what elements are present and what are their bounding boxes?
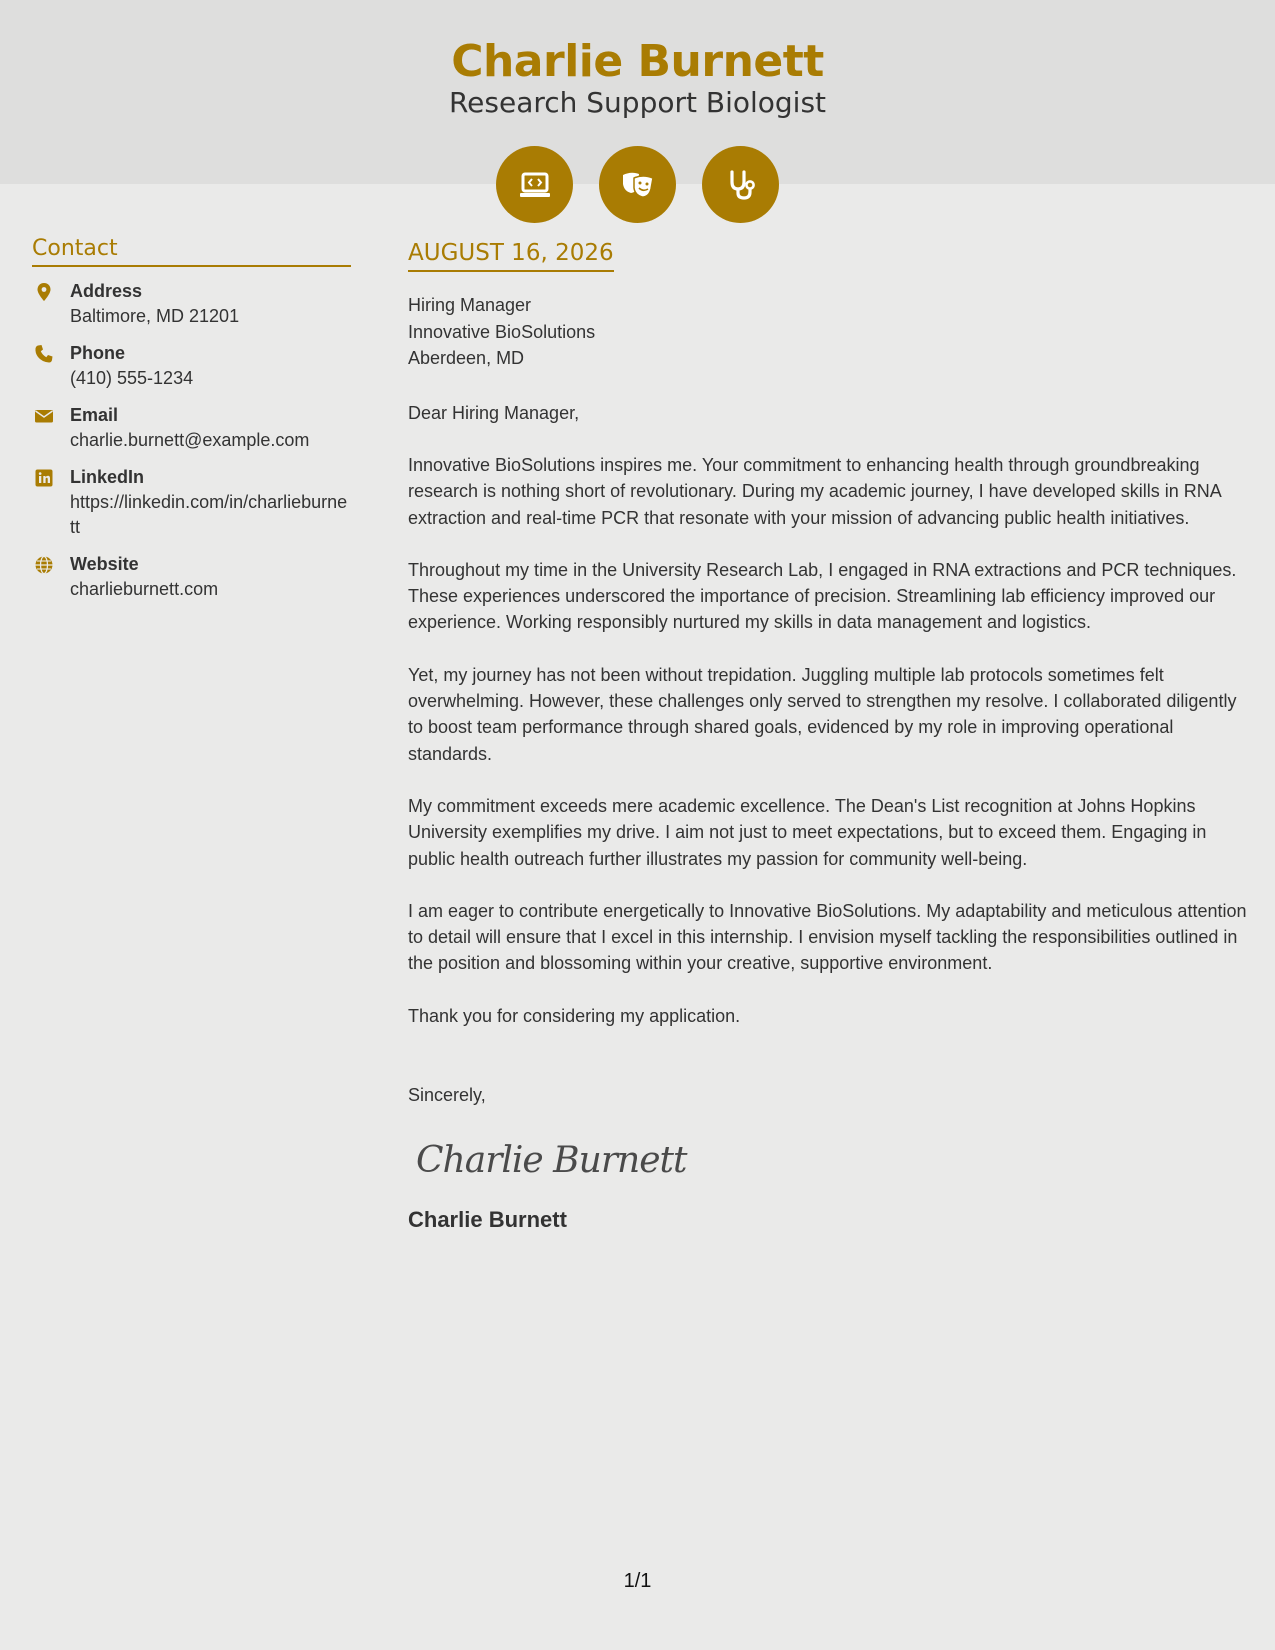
- theater-masks-icon: [599, 146, 676, 223]
- signed-name: Charlie Burnett: [408, 1207, 567, 1233]
- handwritten-signature: Charlie Burnett: [416, 1140, 687, 1182]
- contact-label: Address: [70, 281, 143, 301]
- letter-paragraph: Yet, my journey has not been without trepidation. Juggling multiple lab protocols sometimes felt overwhelming. However, these challenges only served to strengthen my resolve. I collaborated diligently to boost team performance through shared goals, evidenced by my role in improving operational standards.: [408, 664, 1237, 764]
- contact-label: Phone: [70, 343, 126, 363]
- letter-paragraph: Throughout my time in the University Research Lab, I engaged in RNA extractions and PCR techniques. These experiences underscored the importance of precision. Streamlining lab efficiency improved our experience. Working responsibly nurtured my skills in data management and logistics.: [408, 559, 1237, 633]
- envelope-icon: [32, 403, 70, 453]
- letter-paragraph: I am eager to contribute energetically to Innovative BioSolutions. My adaptability and meticulous attention to detail will ensure that I excel in this internship. I envision myself tackling the responsibilities outlined in the position and blossoming within your creative, supportive environment.: [408, 900, 1247, 974]
- contact-phone: [32, 341, 351, 391]
- linkedin-icon: [32, 465, 70, 540]
- applicant-name: Charlie Burnett: [451, 36, 824, 87]
- recipient-block: [408, 292, 1253, 372]
- contact-heading: Contact: [32, 236, 351, 267]
- contact-address: [32, 279, 351, 329]
- contact-website: [32, 552, 351, 602]
- globe-icon: [32, 552, 70, 602]
- salutation: Dear Hiring Manager,: [408, 402, 580, 423]
- letter-paragraph: Thank you for considering my application.: [408, 1005, 741, 1026]
- phone-value: (410) 555-1234: [70, 368, 194, 388]
- email-value: charlie.burnett@example.com: [70, 430, 310, 450]
- closing: Sincerely,: [408, 1085, 486, 1106]
- laptop-code-icon: [496, 146, 573, 223]
- header-icon-row: [0, 146, 1275, 223]
- letter-body: [408, 240, 1253, 1233]
- address-value: Baltimore, MD 21201: [70, 306, 240, 326]
- website-value[interactable]: charlieburnett.com: [70, 579, 219, 599]
- contact-label: Email: [70, 405, 119, 425]
- contact-email: [32, 403, 351, 453]
- contact-linkedin: [32, 465, 351, 540]
- recipient-line: Innovative BioSolutions: [408, 321, 596, 342]
- letter-paragraph: My commitment exceeds mere academic excellence. The Dean's List recognition at Johns Hopkins University exemplifies my drive. I aim not just to meet expectations, but to exceed them. Engaging in public health outreach further illustrates my passion for community well-being.: [408, 795, 1207, 869]
- phone-icon: [32, 341, 70, 391]
- contact-label: LinkedIn: [70, 467, 145, 487]
- recipient-line: Hiring Manager: [408, 295, 532, 315]
- recipient-line: Aberdeen, MD: [408, 348, 525, 368]
- contact-label: Website: [70, 554, 139, 574]
- letter-date: AUGUST 16, 2026: [408, 240, 614, 272]
- contact-sidebar: [32, 236, 351, 602]
- job-title: Research Support Biologist: [448, 86, 827, 119]
- linkedin-value[interactable]: https://linkedin.com/in/charlieburnett: [70, 492, 348, 537]
- page-number: 1/1: [623, 1570, 652, 1592]
- location-pin-icon: [32, 279, 70, 329]
- letter-paragraph: Innovative BioSolutions inspires me. Your commitment to enhancing health through groundbreaking research is nothing short of revolutionary. During my academic journey, I have developed skills in RNA extraction and real-time PCR that resonate with your mission of advancing public health initiatives.: [408, 455, 1221, 528]
- stethoscope-icon: [702, 146, 779, 223]
